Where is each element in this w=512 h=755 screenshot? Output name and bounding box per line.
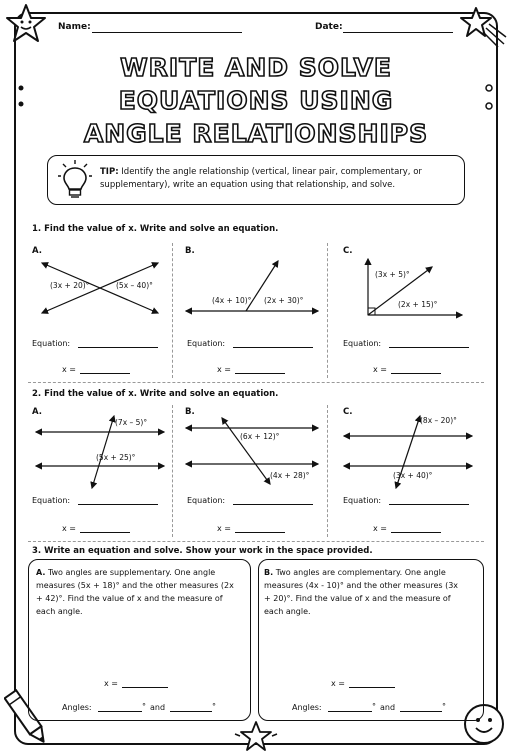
title-line-1: WRITE AND SOLVE: [120, 53, 392, 82]
and-label: and: [150, 703, 166, 712]
angle-answer-field[interactable]: [170, 711, 212, 712]
angles-label: Angles:: [292, 703, 322, 712]
parallel-lines-transversal-diagram: [30, 412, 170, 492]
degree-symbol: °: [142, 702, 146, 711]
parallel-lines-transversal-diagram: [180, 412, 325, 492]
title-line-3: ANGLE RELATIONSHIPS: [83, 119, 429, 148]
angle-label: (7x – 5)°: [115, 418, 148, 427]
linear-pair-diagram: [180, 255, 325, 321]
smiling-star-icon: [4, 2, 48, 46]
divider: [172, 243, 173, 378]
x-answer-field[interactable]: [349, 687, 395, 688]
angle-label: (6x + 12)°: [240, 432, 280, 441]
equation-label: Equation:: [343, 496, 382, 505]
angle-label: (3x + 20)°: [50, 281, 90, 290]
problem-1c-label: C.: [343, 246, 353, 256]
angle-answer-field[interactable]: [328, 711, 372, 712]
equation-label: Equation:: [32, 496, 71, 505]
problem-2a-label: A.: [32, 407, 42, 417]
star-decoration-icon: [232, 720, 280, 752]
angles-label: Angles:: [62, 703, 92, 712]
problem-3a-text: [36, 566, 236, 618]
x-equals-label: x =: [62, 365, 76, 374]
degree-symbol: °: [372, 702, 376, 711]
equation-field[interactable]: [389, 347, 469, 348]
problem-3a-body: Two angles are supplementary. One angle measures (5x + 18)° and the other measures (2x + 42)°. Find the value of x and the measure of each angle.: [36, 568, 234, 616]
equation-field[interactable]: [233, 504, 313, 505]
angle-label: (2x + 15)°: [398, 300, 438, 309]
x-equals-label: x =: [217, 365, 231, 374]
problem-1a-label: A.: [32, 246, 42, 256]
tip-text: [100, 166, 458, 192]
equation-label: Equation:: [32, 339, 71, 348]
section1-heading: 1. Find the value of x. Write and solve an equation.: [32, 224, 279, 234]
divider: [28, 541, 484, 542]
problem-2b-label: B.: [185, 407, 195, 417]
equation-field[interactable]: [233, 347, 313, 348]
problem-1b-label: B.: [185, 246, 195, 256]
problem-3b-body: Two angles are complementary. One angle measures (4x - 10)° and the other measures (3x + 20)°. Find the value of x and the measure of each angle.: [264, 568, 459, 616]
x-equals-label: x =: [373, 524, 387, 533]
x-equals-label: x =: [62, 524, 76, 533]
x-answer-field[interactable]: [80, 373, 130, 374]
x-answer-field[interactable]: [391, 532, 441, 533]
name-label: Name:: [58, 22, 91, 32]
angle-label: (4x + 28)°: [270, 471, 310, 480]
equation-field[interactable]: [78, 347, 158, 348]
tip-label: TIP:: [100, 167, 119, 177]
angle-answer-field[interactable]: [400, 711, 442, 712]
title-line-2: EQUATIONS USING: [118, 86, 394, 115]
problem-3b-label: B.: [264, 568, 274, 577]
angle-answer-field[interactable]: [98, 711, 142, 712]
date-label: Date:: [315, 22, 343, 32]
equation-field[interactable]: [389, 504, 469, 505]
divider: [327, 405, 328, 537]
x-answer-field[interactable]: [391, 373, 441, 374]
degree-symbol: °: [212, 702, 216, 711]
equation-label: Equation:: [187, 496, 226, 505]
tip-body: Identify the angle relationship (vertical, linear pair, complementary, or supplementary), write an equation using that relationship, and solve.: [100, 167, 422, 190]
parallel-lines-transversal-diagram: [338, 412, 478, 492]
x-answer-field[interactable]: [235, 532, 285, 533]
section3-heading: 3. Write an equation and solve. Show your work in the space provided.: [32, 546, 373, 556]
date-field[interactable]: [343, 32, 453, 33]
angle-label: (3x + 5)°: [375, 270, 410, 279]
degree-symbol: °: [442, 702, 446, 711]
divider: [172, 405, 173, 537]
problem-3b-text: [264, 566, 464, 618]
angle-label: (2x + 30)°: [264, 296, 304, 305]
complementary-angles-diagram: [360, 255, 470, 321]
name-field[interactable]: [92, 32, 242, 33]
section2-heading: 2. Find the value of x. Write and solve an equation.: [32, 389, 279, 399]
x-answer-field[interactable]: [122, 687, 168, 688]
divider: [327, 243, 328, 378]
x-equals-label: x =: [331, 679, 345, 688]
angle-label: (8x – 20)°: [420, 416, 457, 425]
angle-label: (5x + 25)°: [96, 453, 136, 462]
lightbulb-icon: [57, 158, 93, 202]
shooting-star-icon: [458, 4, 508, 48]
x-equals-label: x =: [373, 365, 387, 374]
problem-2c-label: C.: [343, 407, 353, 417]
and-label: and: [380, 703, 396, 712]
angle-label: (3x + 40)°: [393, 471, 433, 480]
x-answer-field[interactable]: [235, 373, 285, 374]
angle-label: (4x + 10)°: [212, 296, 252, 305]
x-equals-label: x =: [217, 524, 231, 533]
problem-3a-label: A.: [36, 568, 46, 577]
equation-label: Equation:: [187, 339, 226, 348]
equation-label: Equation:: [343, 339, 382, 348]
divider: [28, 382, 484, 383]
x-answer-field[interactable]: [80, 532, 130, 533]
angle-label: (5x – 40)°: [116, 281, 153, 290]
equation-field[interactable]: [78, 504, 158, 505]
x-equals-label: x =: [104, 679, 118, 688]
